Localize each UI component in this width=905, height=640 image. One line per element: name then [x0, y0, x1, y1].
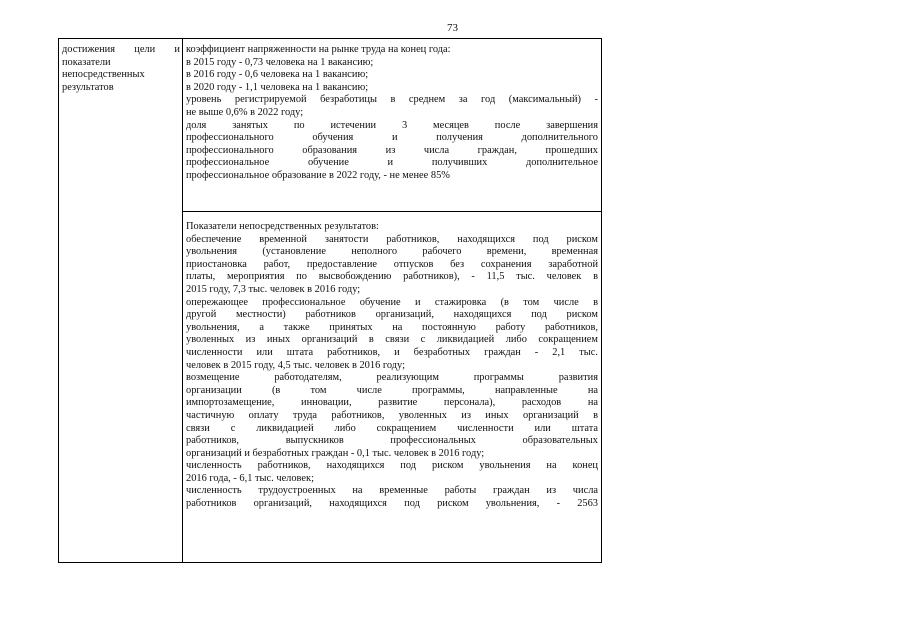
text-line: профессиональное обучение и получивших дополнительное: [186, 157, 598, 169]
text-line: профессиональное образование в 2022 году, - не менее 85%: [186, 169, 450, 181]
text-line: в 2016 году - 0,6 человека на 1 вакансию;: [186, 69, 369, 81]
text-line: доля занятых по истечении 3 месяцев после завершения: [186, 119, 598, 131]
text-line: импортозамещение, инновации, развитие персонала), расходов на: [186, 397, 598, 409]
text-line: Показатели непосредственных результатов:: [186, 221, 379, 232]
text-line: организаций и безработных граждан - 0,1 тыс. человек в 2016 году;: [186, 447, 485, 459]
text-line: работников организаций, находящихся под риском увольнения, - 2563: [186, 498, 598, 510]
text-line: уровень регистрируемой безработицы в среднем за год (максимальный) -: [186, 94, 598, 106]
row-divider: [182, 211, 601, 212]
text-line: в 2020 году - 1,1 человека на 1 вакансию;: [186, 81, 369, 93]
left-cell-goal-and-results: [62, 44, 180, 94]
text-line: увольнения, а также принятых на постоянную работу работников,: [186, 321, 598, 333]
left-cell-line: достижения цели и: [62, 44, 180, 55]
goal-indicators-cell: [186, 44, 598, 183]
text-line: профессионального образования из числа граждан, прошедших: [186, 144, 598, 156]
text-line: возмещение работодателям, реализующим программы развития: [186, 372, 598, 384]
left-cell-line: непосредственных: [62, 69, 145, 81]
program-indicators-table: [58, 38, 602, 563]
text-line: платы, мероприятия по высвобождению работников), - 11,5 тыс. человек в: [186, 271, 598, 283]
text-line: увольнения (установление неполного рабочего времени, временная: [186, 246, 598, 258]
text-line: численности или штата работников, и безработных граждан - 2,1 тыс.: [186, 346, 598, 358]
text-line: численность работников, находящихся под риском увольнения на конец: [186, 460, 598, 472]
text-line: 2016 года, - 6,1 тыс. человек;: [186, 472, 314, 484]
text-line: работников, выпускников профессиональных образовательных: [186, 435, 598, 447]
text-line: коэффициент напряженности на рынке труда на конец года:: [186, 44, 451, 55]
left-cell-line: результатов: [62, 81, 114, 93]
text-line: профессионального обучения и получения дополнительного: [186, 132, 598, 144]
text-line: организации (в том числе программы, направленные на: [186, 384, 598, 396]
text-line: человек в 2015 году, 4,5 тыс. человек в 2016 году;: [186, 359, 405, 371]
text-line: численность трудоустроенных на временные работы граждан из числа: [186, 485, 598, 497]
text-line: приостановка работ, предоставление отпусков без сохранения заработной: [186, 258, 598, 270]
text-line: другой местности) работников организаций, находящихся под риском: [186, 309, 598, 321]
text-line: связи с ликвидацией либо сокращением численности или штата: [186, 422, 598, 434]
text-line: не выше 0,6% в 2022 году;: [186, 106, 304, 118]
text-line: обеспечение временной занятости работников, находящихся под риском: [186, 233, 598, 245]
text-line: 2015 году, 7,3 тыс. человек в 2016 году;: [186, 283, 361, 295]
direct-results-cell: [186, 221, 598, 511]
page-number: 73: [447, 22, 458, 34]
text-line: частичную оплату труда работников, уволенных из иных организаций в: [186, 409, 598, 421]
text-line: уволенных из иных организаций в связи с ликвидацией либо сокращением: [186, 334, 598, 346]
left-cell-line: показатели: [62, 56, 111, 68]
text-line: в 2015 году - 0,73 человека на 1 вакансию;: [186, 56, 374, 68]
text-line: опережающее профессиональное обучение и стажировка (в том числе в: [186, 296, 598, 308]
column-divider: [182, 39, 183, 562]
